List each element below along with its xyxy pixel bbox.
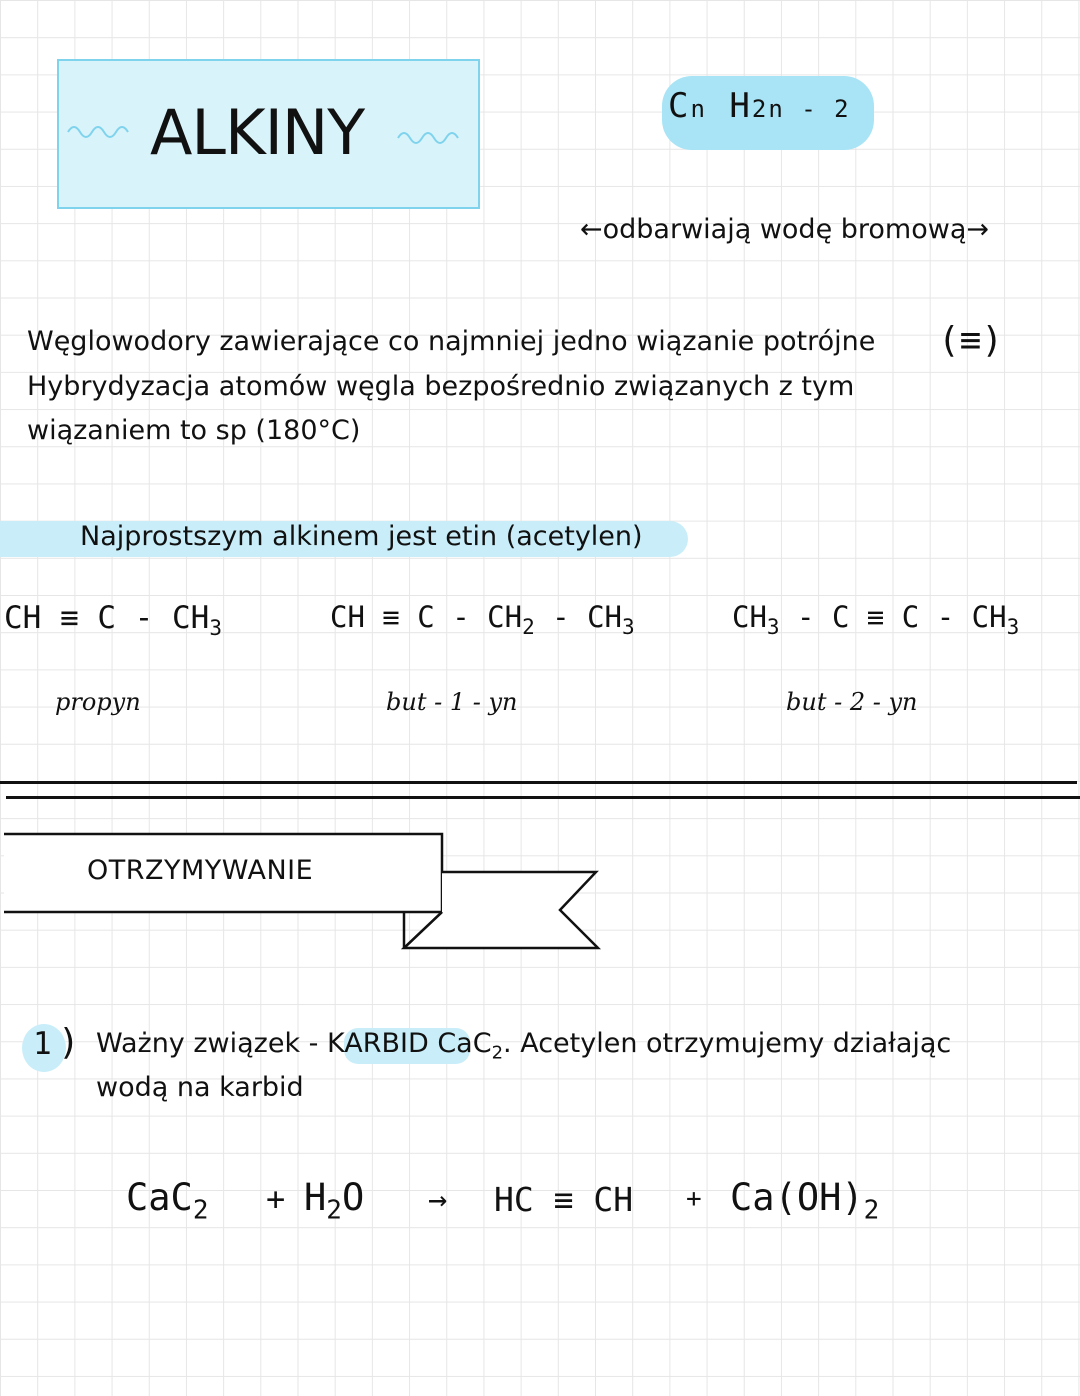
formula-n: n xyxy=(690,95,707,123)
step-text-b: CaC xyxy=(428,1028,492,1059)
ribbon-banner xyxy=(0,826,610,956)
formula-h: H xyxy=(729,86,752,126)
name-but-2-yn: but - 2 - yn xyxy=(786,688,918,716)
structure-but-2-yn-b: - C ≡ C - CH xyxy=(779,600,1007,634)
equation-plus-1: + xyxy=(266,1180,286,1218)
preparation-label: OTRZYMYWANIE xyxy=(87,855,314,886)
step-text-c: . Acetylen otrzymujemy działając xyxy=(503,1028,952,1059)
step-text-b-sub: 2 xyxy=(491,1042,504,1064)
structure-but-2-yn-sub1: 3 xyxy=(766,614,780,639)
intro-line-3: wiązaniem to sp (180°C) xyxy=(27,415,361,446)
eq-o: O xyxy=(341,1176,365,1219)
simplest-heading: Najprostszym alkinem jest etin (acetylen) xyxy=(80,521,643,552)
equation-reactant-2 xyxy=(304,1176,364,1225)
squiggle-left-icon xyxy=(66,120,136,140)
squiggle-right-icon xyxy=(396,126,462,146)
equation-product-1: HC ≡ CH xyxy=(494,1180,634,1219)
structure-but-1-yn-a: CH ≡ C - CH xyxy=(330,600,523,634)
intro-line-1 xyxy=(27,326,875,357)
bromine-note: ←odbarwiają wodę bromową→ xyxy=(580,214,989,245)
eq-caoh-sub: 2 xyxy=(863,1195,880,1226)
structure-propyn-main: CH ≡ C - CH xyxy=(4,600,210,636)
karbid-term: KARBID xyxy=(327,1028,429,1059)
structure-but-1-yn-b: - CH xyxy=(534,600,623,634)
structure-but-1-yn xyxy=(330,600,635,639)
formula-c: C xyxy=(668,86,691,126)
intro-line-2: Hybrydyzacja atomów węgla bezpośrednio związanych z tym xyxy=(27,371,855,402)
structure-but-2-yn-sub2: 3 xyxy=(1006,614,1020,639)
eq-h-sub: 2 xyxy=(326,1195,342,1226)
name-but-1-yn: but - 1 - yn xyxy=(386,688,518,716)
equation-arrow-icon: → xyxy=(428,1180,448,1218)
structure-propyn-sub: 3 xyxy=(209,616,222,641)
page-title: ALKINY xyxy=(150,96,365,169)
triple-bond-symbol: (≡) xyxy=(938,320,1004,361)
divider-bottom xyxy=(6,796,1080,799)
step-line-2: wodą na karbid xyxy=(96,1072,304,1103)
equation-product-2 xyxy=(730,1176,879,1225)
step-text-a: Ważny związek - xyxy=(96,1028,327,1059)
structure-but-2-yn xyxy=(732,600,1019,639)
intro-line-1-text: Węglowodory zawierające co najmniej jedno wiązanie potrójne xyxy=(27,326,876,357)
structure-but-1-yn-sub1: 2 xyxy=(522,614,535,639)
eq-cac-sub: 2 xyxy=(192,1195,209,1226)
name-propyn: propyn xyxy=(55,688,141,716)
equation-reactant-1 xyxy=(126,1176,208,1225)
eq-h: H xyxy=(304,1176,327,1219)
eq-caoh: Ca(OH) xyxy=(730,1176,864,1219)
step-number: 1 xyxy=(33,1026,52,1062)
step-line-1 xyxy=(96,1028,951,1063)
structure-but-1-yn-sub2: 3 xyxy=(622,614,635,639)
equation-plus-2: + xyxy=(686,1184,702,1214)
general-formula xyxy=(668,86,851,126)
structure-propyn xyxy=(4,600,222,640)
divider-top xyxy=(0,781,1077,784)
structure-but-2-yn-a: CH xyxy=(732,600,767,634)
eq-cac: CaC xyxy=(126,1176,193,1219)
step-paren: ) xyxy=(58,1022,80,1063)
formula-sub: 2n - 2 xyxy=(751,95,851,123)
